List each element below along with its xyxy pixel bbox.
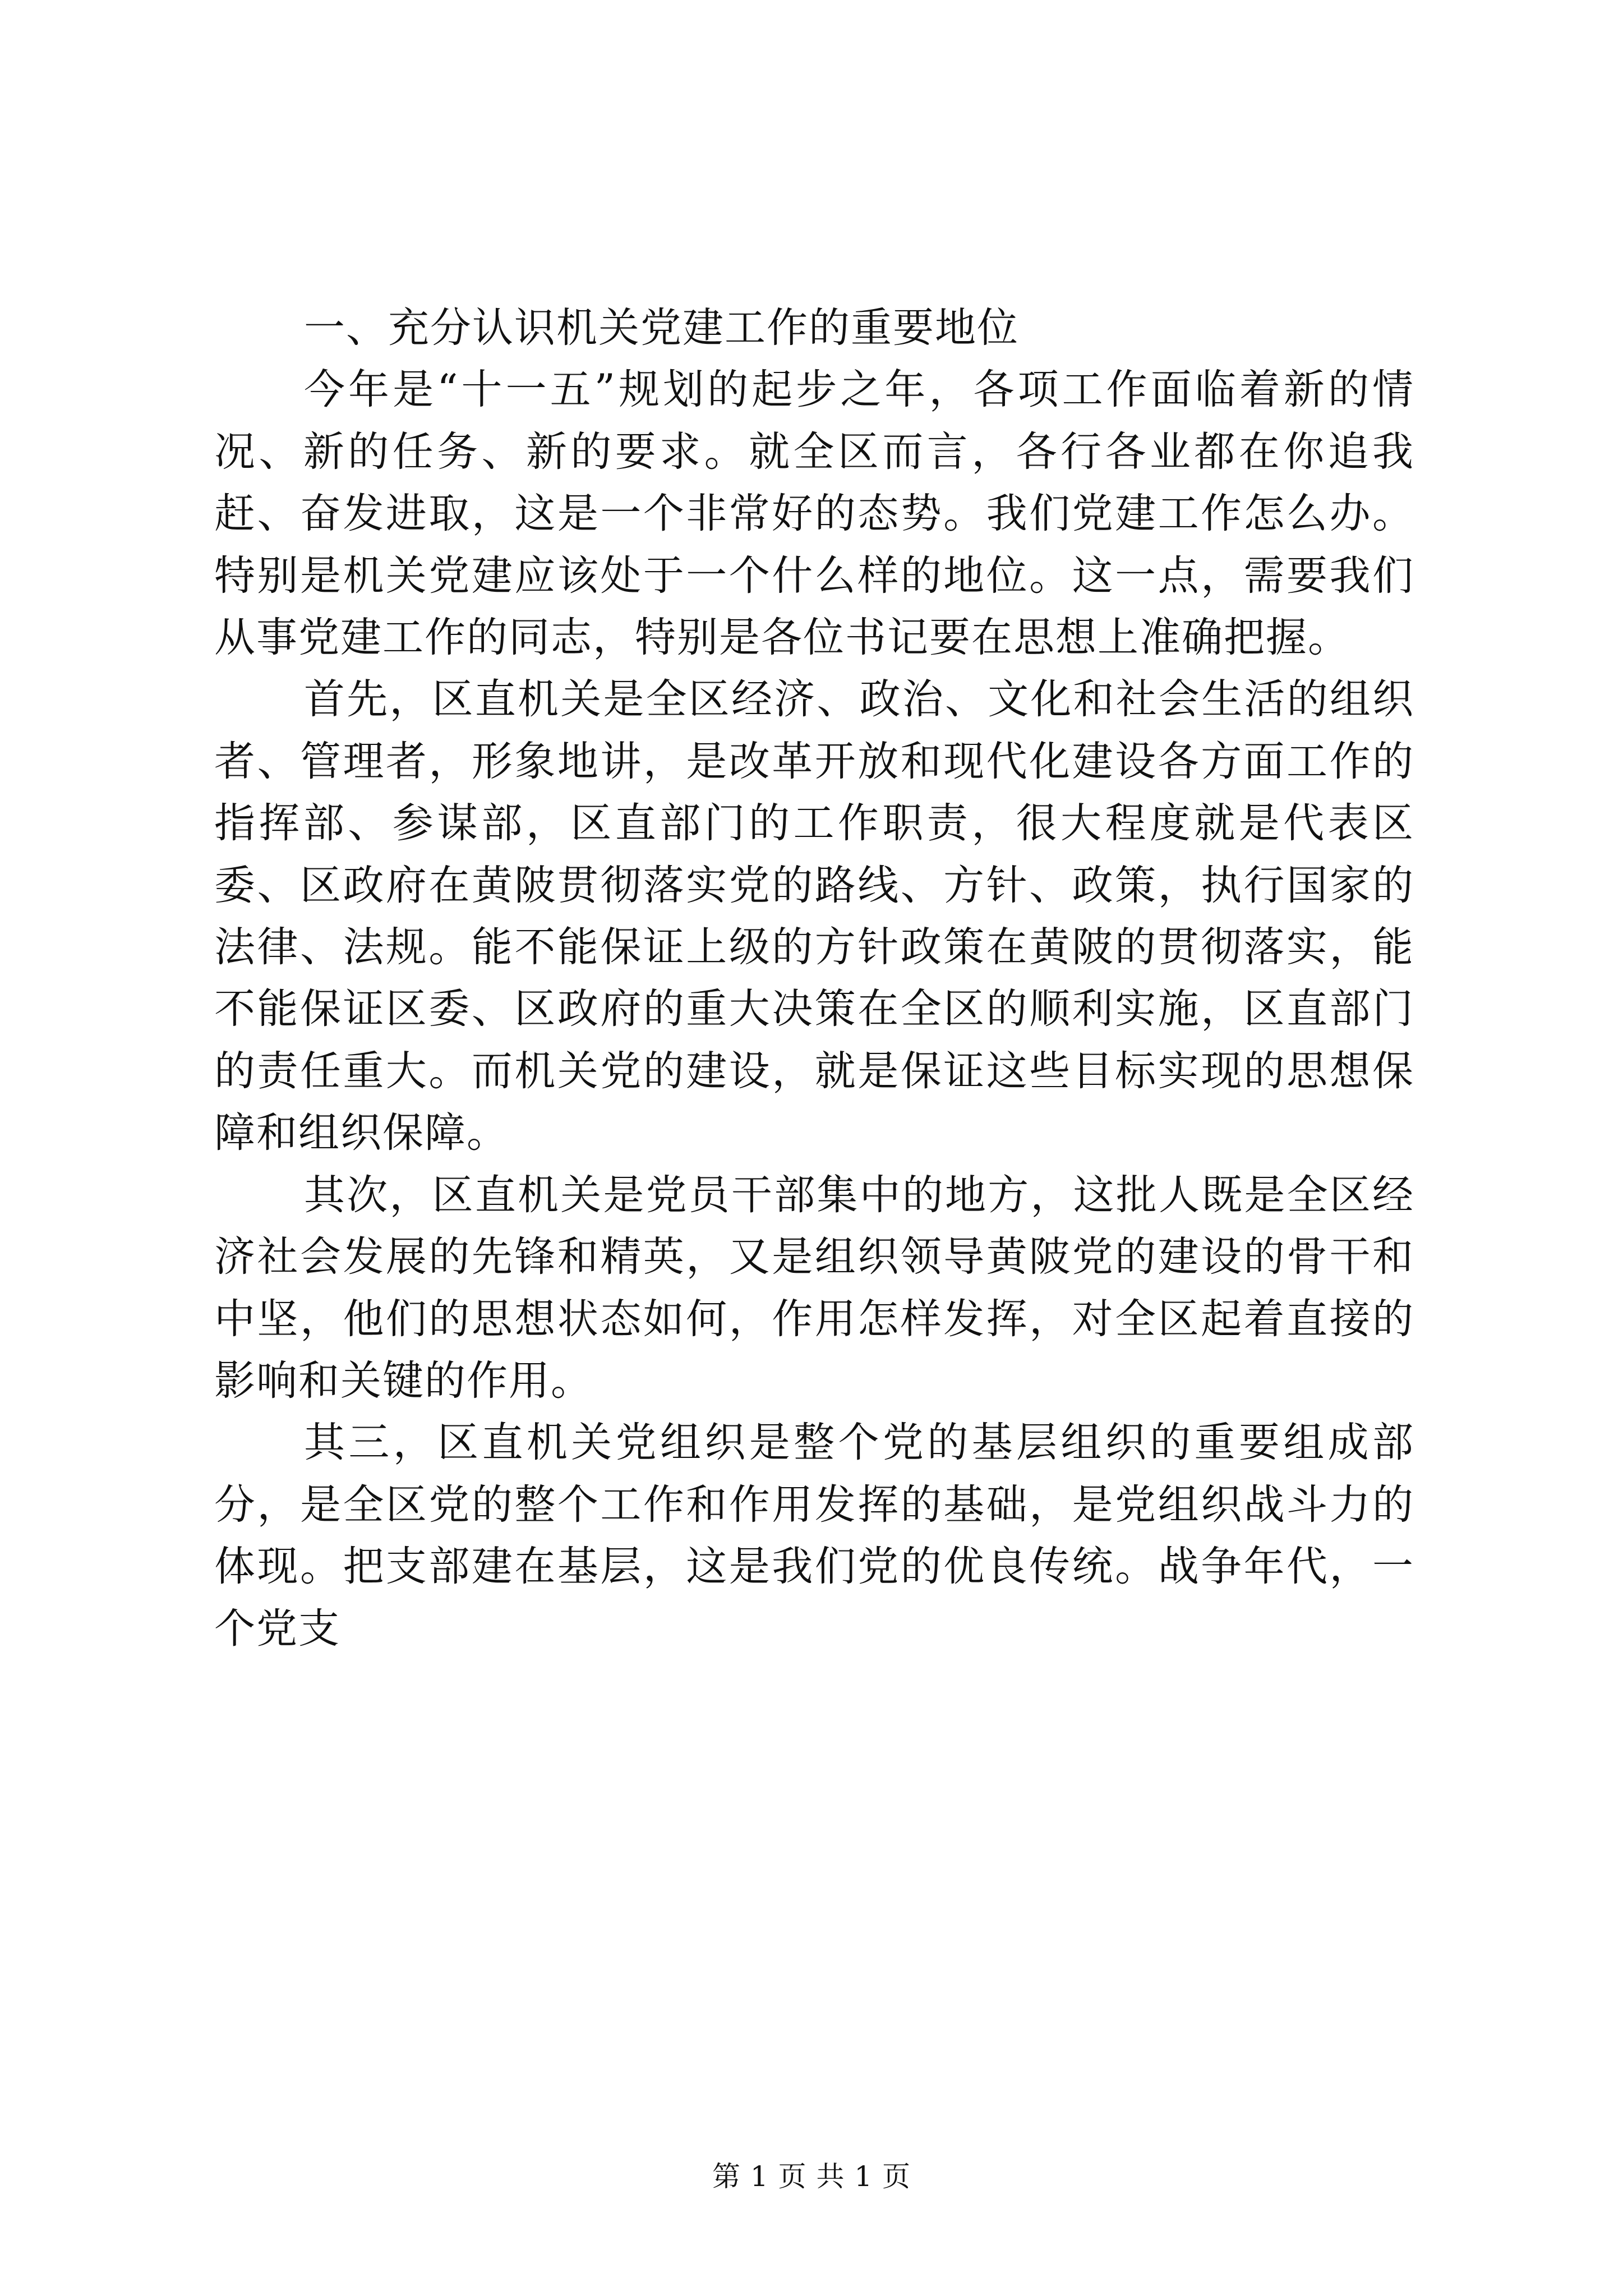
paragraph: 首先，区直机关是全区经济、政治、文化和社会生活的组织者、管理者，形象地讲，是改革开放和现代化建设各方面工作的指挥部、参谋部，区直部门的工作职责，很大程度就是代表区委、区政府在黄陂贯彻落实党的路线、方针、政策，执行国家的法律、法规。能不能保证上级的方针政策在黄陂的贯彻落实，能不能保证区委、区政府的重大决策在全区的顺利实施，区直部门的责任重大。而机关党的建设，就是保证这些目标实现的思想保障和组织保障。 <box>214 675 1414 1157</box>
section-heading: 一、充分认识机关党建工作的重要地位 <box>304 304 1019 352</box>
paragraph-list <box>214 359 1414 1660</box>
paragraph: 其三，区直机关党组织是整个党的基层组织的重要组成部分，是全区党的整个工作和作用发挥的基础，是党组织战斗力的体现。把支部建在基层，这是我们党的优良传统。战争年代，一个党支 <box>214 1419 1414 1653</box>
document-body <box>214 297 1414 1660</box>
paragraph: 其次，区直机关是党员干部集中的地方，这批人既是全区经济社会发展的先锋和精英，又是组织领导黄陂党的建设的骨干和中坚，他们的思想状态如何，作用怎样发挥，对全区起着直接的影响和关键的作用。 <box>214 1171 1414 1405</box>
paragraph: 今年是“十一五”规划的起步之年，各项工作面临着新的情况、新的任务、新的要求。就全区而言，各行各业都在你追我赶、奋发进取，这是一个非常好的态势。我们党建工作怎么办。特别是机关党建应该处于一个什么样的地位。这一点，需要我们从事党建工作的同志，特别是各位书记要在思想上准确把握。 <box>214 366 1414 662</box>
page-footer: 第 1 页 共 1 页 <box>712 2160 911 2193</box>
